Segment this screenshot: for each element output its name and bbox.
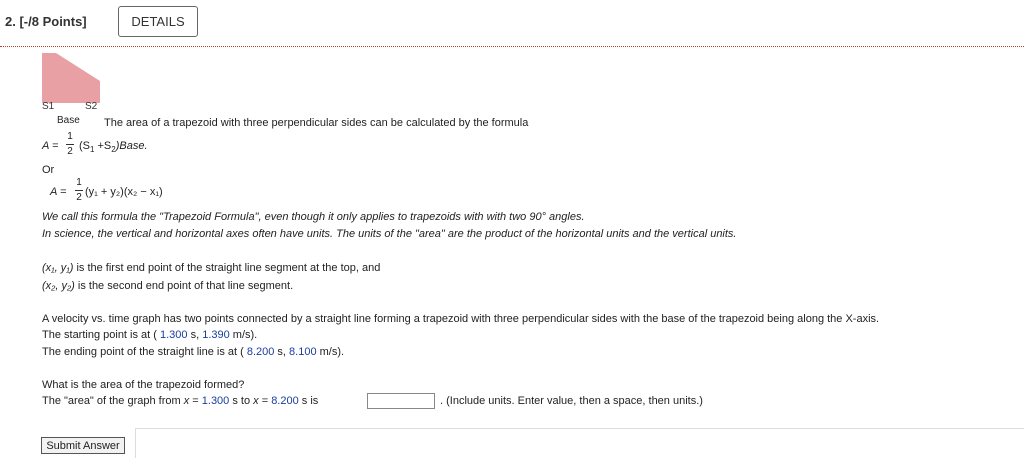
end-x-value: 8.200 (246, 346, 275, 358)
start-x-value: 1.300 (160, 329, 188, 341)
start-y-value: 1.390 (202, 329, 230, 341)
trapezoid-shape (42, 53, 100, 103)
note-line-1: We call this formula the "Trapezoid Formula", even though it only applies to trapezoids with with two 90° angles. (42, 211, 585, 223)
s1-label: S1 (42, 101, 55, 112)
or-label: Or (42, 164, 55, 176)
question-header (0, 0, 1024, 46)
s2-label: S2 (85, 101, 98, 112)
base-label: Base (57, 115, 80, 126)
formula2-denominator: 2 (76, 192, 82, 203)
details-button[interactable]: DETAILS (118, 6, 198, 37)
ending-point-line: The ending point of the straight line is at ( 8.200 s, 8.100 m/s). (42, 346, 345, 358)
question-text: What is the area of the trapezoid formed? (42, 379, 245, 391)
intro-text: The area of a trapezoid with three perpendicular sides can be calculated by the formula (104, 117, 529, 129)
question-number: 2. [-/8 Points] (5, 14, 87, 29)
formula1-fraction-bar (66, 144, 74, 145)
formula2-lhs: A = (50, 186, 67, 198)
header-divider (0, 46, 1024, 47)
point2-definition: (x₂, y₂) is the second end point of that line segment. (42, 280, 294, 292)
submit-answer-button[interactable]: Submit Answer (41, 437, 125, 454)
answer-input[interactable] (367, 393, 435, 409)
point1-definition: (x₁, y₁) is the first end point of the straight line segment at the top, and (42, 262, 381, 274)
end-y-value: 8.100 (289, 346, 317, 358)
formula1-numerator: 1 (67, 131, 73, 142)
formula1-lhs: A = (42, 140, 59, 152)
from-x-value: 1.300 (201, 395, 230, 407)
formula2-fraction-bar (75, 190, 83, 191)
points-label: [-/8 Points] (19, 14, 87, 29)
note-line-2: In science, the vertical and horizontal axes often have units. The units of the "area" are the product of the horizontal units and the vertical units. (42, 228, 737, 240)
answer-prompt: The "area" of the graph from x = 1.300 s to x = 8.200 s is (42, 395, 319, 407)
problem-statement: A velocity vs. time graph has two points connected by a straight line forming a trapezoid with three perpendicular sides with the base of the trapezoid being along the X-axis. (42, 313, 880, 325)
starting-point-line: The starting point is at ( 1.300 s, 1.390 m/s). (42, 329, 258, 341)
units-instructions: . (Include units. Enter value, then a space, then units.) (440, 395, 703, 407)
formula2-numerator: 1 (76, 177, 82, 188)
formula2-body: (y₁ + y₂)(x₂ − x₁) (85, 186, 163, 198)
formula1-denominator: 2 (67, 146, 73, 157)
trapezoid-figure (42, 53, 102, 103)
formula1-body: ($S_1$ $+S_2)Base$. (79, 140, 148, 155)
to-x-value: 8.200 (271, 395, 299, 407)
